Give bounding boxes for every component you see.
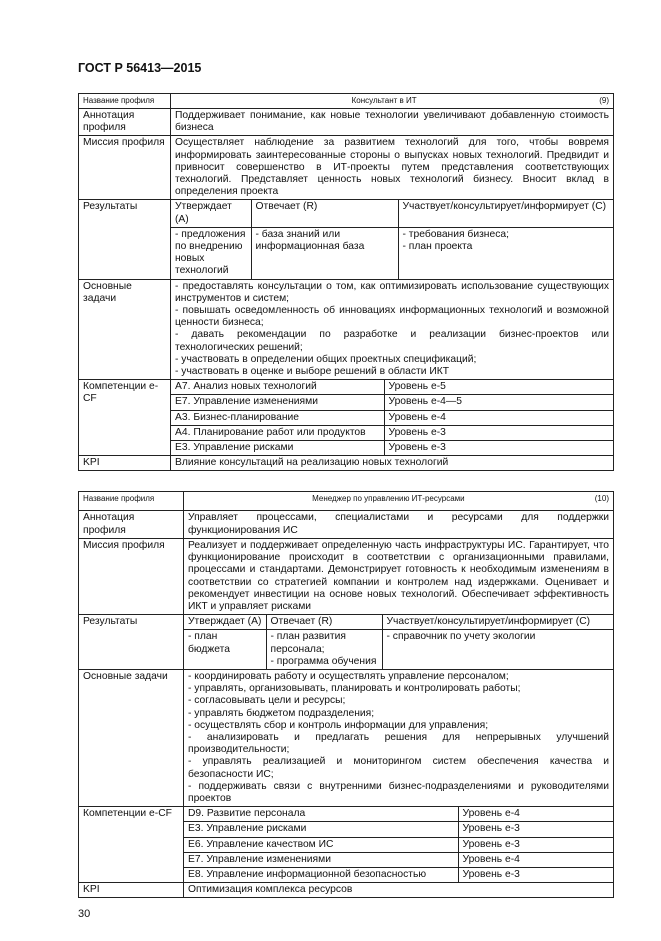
results-header: Участвует/консультирует/информирует (C) <box>402 201 607 213</box>
competency-name: A4. Планирование работ или продуктов <box>175 426 366 438</box>
competency-level: Уровень е-3 <box>462 823 520 835</box>
tasks-label: Основные задачи <box>83 670 168 682</box>
annotation-row <box>79 109 614 136</box>
task-item: - осуществлять сбор и контроль информации для управления; <box>188 719 489 731</box>
competency-name: E3. Управление рисками <box>188 823 307 835</box>
competency-name: E7. Управление изменениями <box>175 396 318 408</box>
mission-text: Реализует и поддерживает определенную часть инфраструктуры ИС. Гарантирует, что функционирование происходит в соответствии с организационными правилами, процессами и стандартами. Демонстрирует готовность к необходимым изменениям в соответствии со стратегией компании и контролем над издержками. Оценивает и рекомендует инвестиции на основе новых технологий. Обеспечивает эффективность ИКТ и управляет рисками <box>188 539 609 612</box>
competencies-label: Компетенции e-CF <box>83 381 159 405</box>
document-title: ГОСТ Р 56413—2015 <box>78 61 202 75</box>
results-header: Утверждает (A) <box>175 201 232 225</box>
competency-level: Уровень е-3 <box>388 426 446 438</box>
competency-name: E7. Управление изменениями <box>188 853 331 865</box>
mission-row <box>79 538 614 614</box>
profile-number: (10) <box>594 494 609 504</box>
task-item: - предоставлять консультации о том, как оптимизировать использование существующих инструментов и систем; <box>175 280 609 304</box>
competency-name: A7. Анализ новых технологий <box>175 381 317 393</box>
mission-label: Миссия профиля <box>83 539 165 551</box>
kpi-row <box>79 883 614 898</box>
competencies-label: Компетенции e-CF <box>83 808 172 820</box>
profile-table <box>78 93 614 471</box>
competency-name: D9. Развитие персонала <box>188 808 306 820</box>
annotation-label: Аннотация профиля <box>83 110 135 134</box>
competency-row <box>184 837 613 852</box>
results-value: - план развития персонала; - программа обучения <box>270 631 377 667</box>
competency-row <box>184 852 613 867</box>
profile-name: Консультант в ИТ <box>351 96 417 105</box>
competency-row <box>171 425 613 440</box>
results-header: Участвует/консультирует/информирует (C) <box>386 616 591 628</box>
kpi-label: KPI <box>83 884 100 896</box>
task-item: - давать рекомендации по разработке и реализации бизнес-проектов или технологических решений; <box>175 329 609 353</box>
profile-name: Менеджер по управлению ИТ-ресурсами <box>312 494 465 504</box>
mission-row <box>79 136 614 200</box>
mission-label: Миссия профиля <box>83 137 165 149</box>
kpi-row <box>79 456 614 471</box>
mission-text: Осуществляет наблюдение за развитием технологий для того, чтобы вовремя информировать заинтересованные стороны о выпусках новых технологий. Предвидит и привносит совершенство в ИТ-проекты путем представления соответствующих технологий. Представляет ценность новых технологий бизнесу. Вносит вклад в определения проекта <box>175 137 609 198</box>
results-value: - предложения по внедрению новых технологий <box>175 228 246 277</box>
annotation-label: Аннотация профиля <box>83 512 135 536</box>
kpi-text: Оптимизация комплекса ресурсов <box>188 884 353 896</box>
competency-level: Уровень е-4 <box>462 808 520 820</box>
competency-level: Уровень е-4—5 <box>388 396 462 408</box>
results-row <box>79 615 614 670</box>
profile-header-row <box>79 94 614 109</box>
tasks-row <box>79 669 614 806</box>
competency-row <box>184 807 613 822</box>
results-value: - справочник по учету экологии <box>386 631 536 643</box>
results-header: Отвечает (R) <box>270 616 333 628</box>
competencies-row <box>79 807 614 883</box>
results-label: Результаты <box>83 616 138 628</box>
competency-level: Уровень е-3 <box>462 868 520 880</box>
results-value: - план бюджета <box>188 631 231 655</box>
annotation-row <box>79 511 614 538</box>
competency-row <box>171 380 613 395</box>
competency-row <box>171 410 613 425</box>
task-item: - участвовать в определении общих проектных спецификаций; <box>175 353 477 365</box>
competency-level: Уровень е-4 <box>462 853 520 865</box>
task-item: - координировать работу и осуществлять управление персоналом; <box>188 670 509 682</box>
annotation-text: Управляет процессами, специалистами и ресурсами для поддержки функционирования ИС <box>188 512 609 536</box>
results-value: - требования бизнеса; - план проекта <box>402 228 509 253</box>
annotation-text: Поддерживает понимание, как новые технологии увеличивают добавленную стоимость бизнеса <box>175 110 609 134</box>
competency-row <box>184 822 613 837</box>
page-number: 30 <box>78 908 91 921</box>
task-item: - согласовывать цели и ресурсы; <box>188 695 346 707</box>
results-header: Отвечает (R) <box>255 201 318 213</box>
kpi-text: Влияние консультаций на реализацию новых технологий <box>175 457 449 469</box>
task-item: - повышать осведомленность об инновациях информационных технологий и возможной ценности бизнеса; <box>175 305 609 329</box>
competency-name: E8. Управление информационной безопасностью <box>188 868 427 880</box>
kpi-label: KPI <box>83 457 100 469</box>
competency-name: E6. Управление качеством ИС <box>188 838 334 850</box>
task-item: - управлять, организовывать, планировать и контролировать работы; <box>188 683 521 695</box>
profile-name-label: Название профиля <box>83 96 155 105</box>
competency-level: Уровень е-4 <box>388 411 446 423</box>
competencies-row <box>79 380 614 456</box>
results-header: Утверждает (A) <box>188 616 262 628</box>
competency-level: Уровень е-5 <box>388 381 446 393</box>
results-label: Результаты <box>83 201 138 213</box>
competency-row <box>171 395 613 410</box>
competency-level: Уровень е-3 <box>388 442 446 454</box>
profile-name-label: Название профиля <box>83 494 155 504</box>
task-item: - управлять реализацией и мониторингом систем обеспечения качества и безопасности ИС; <box>188 756 609 780</box>
competency-level: Уровень е-3 <box>462 838 520 850</box>
tasks-row <box>79 279 614 380</box>
profile-table <box>78 491 614 898</box>
tasks-label: Основные задачи <box>83 280 132 304</box>
profile-header-row <box>79 492 614 511</box>
competency-name: E3. Управление рисками <box>175 442 294 454</box>
competency-row <box>184 867 613 882</box>
task-item: - анализировать и предлагать решения для непрерывных улучшений производительности; <box>188 731 609 756</box>
task-item: - участвовать в оценке и выборе решений в области ИКТ <box>175 366 450 378</box>
profile-number: (9) <box>599 96 609 105</box>
results-value: - база знаний или информационная база <box>255 228 365 253</box>
task-item: - поддерживать связи с внутренними бизнес-подразделениями и руководителями проектов <box>188 780 609 804</box>
competency-row <box>171 441 613 456</box>
task-item: - управлять бюджетом подразделения; <box>188 707 375 719</box>
results-row <box>79 200 614 279</box>
competency-name: A3. Бизнес-планирование <box>175 411 299 423</box>
